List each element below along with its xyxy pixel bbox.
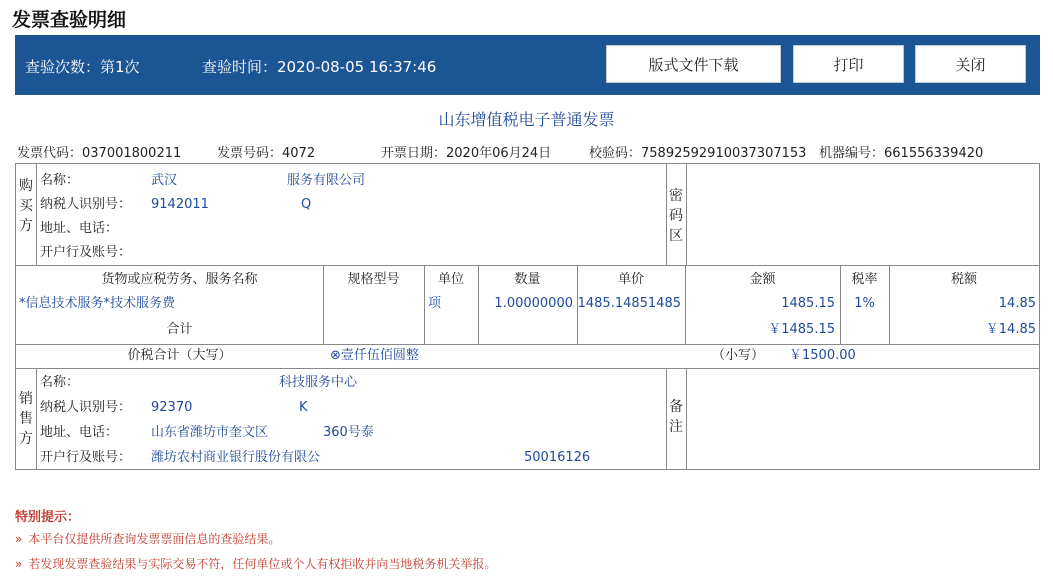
item-amount: 1485.15 — [781, 296, 835, 311]
seller-bank-account-label: 开户行及账号： — [40, 450, 132, 465]
check-time: 查验时间：2020-08-05 16:37:46 — [202, 58, 437, 76]
password-area-label: 密码区 — [669, 188, 683, 244]
subtotal-amount: ￥1485.15 — [768, 322, 835, 337]
invoice-date: 开票日期：2020年06月24日 — [381, 146, 552, 161]
col-header-spec: 规格型号 — [347, 272, 400, 287]
buyer-bank-account-label: 开户行及账号： — [40, 245, 132, 260]
notice-title: 特别提示： — [15, 510, 81, 525]
seller-address-phone-label: 地址、电话： — [40, 425, 119, 440]
seller-bank-account: 潍坊农村商业银行股份有限公 — [151, 450, 321, 465]
machine-number: 机器编号：661556339420 — [819, 146, 984, 161]
col-header-rate: 税率 — [851, 272, 878, 287]
check-code: 校验码：75892592910037307153 — [589, 146, 807, 161]
total-uppercase-value: ⊗壹仟伍佰圆整 — [330, 348, 419, 363]
buyer-name-tail: 服务有限公司 — [287, 173, 366, 188]
total-uppercase-label: 价税合计（大写） — [127, 348, 232, 363]
invoice-grid — [15, 163, 1040, 470]
close-button[interactable]: 关闭 — [915, 45, 1026, 83]
seller-address-phone-tail: 360号泰 — [323, 425, 374, 440]
invoice-code: 发票代码：037001800211 — [17, 146, 182, 161]
seller-name: 科技服务中心 — [279, 375, 358, 390]
double-chevron-icon: » — [15, 557, 23, 571]
buyer-tax-id: 9142011 — [151, 197, 209, 212]
item-rate: 1% — [854, 296, 875, 311]
item-qty: 1.00000000 — [494, 296, 573, 311]
seller-tax-id: 92370 — [151, 400, 193, 415]
item-price: 1485.14851485 — [577, 296, 681, 311]
item-tax: 14.85 — [998, 296, 1036, 311]
col-header-name: 货物或应税劳务、服务名称 — [101, 272, 258, 287]
col-header-qty: 数量 — [514, 272, 541, 287]
buyer-tax-id-tail: Q — [301, 197, 312, 212]
buyer-tax-id-label: 纳税人识别号： — [40, 197, 132, 212]
subtotal-label: 合计 — [166, 322, 193, 337]
invoice-number: 发票号码：4072 — [217, 146, 316, 161]
seller-bank-account-tail: 50016126 — [524, 450, 591, 465]
check-count: 查验次数：第1次 — [25, 58, 140, 76]
notice-item: » 本平台仅提供所查询发票票面信息的查验结果。 — [15, 532, 281, 546]
buyer-name-label: 名称： — [40, 173, 80, 188]
invoice-title: 山东增值税电子普通发票 — [438, 110, 615, 129]
seller-address-phone: 山东省潍坊市奎文区 — [151, 425, 269, 440]
subtotal-tax: ￥14.85 — [985, 322, 1036, 337]
seller-name-label: 名称： — [40, 375, 80, 390]
notice-item: » 若发现发票查验结果与实际交易不符，任何单位或个人有权拒收并向当地税务机关举报。 — [15, 557, 497, 571]
col-header-amount: 金额 — [749, 272, 776, 287]
check-info-bar — [15, 35, 1040, 95]
seller-tax-id-tail: K — [299, 400, 308, 415]
item-unit: 项 — [428, 296, 442, 311]
item-name: *信息技术服务*技术服务费 — [19, 296, 176, 311]
total-lowercase-value: ￥1500.00 — [789, 348, 856, 363]
print-button[interactable]: 打印 — [793, 45, 904, 83]
buyer-name: 武汉 — [151, 173, 178, 188]
total-lowercase-label: （小写） — [712, 348, 765, 363]
download-layout-file-button[interactable]: 版式文件下载 — [606, 45, 781, 83]
buyer-address-phone-label: 地址、电话： — [40, 221, 119, 236]
double-chevron-icon: » — [15, 532, 23, 546]
seller-tax-id-label: 纳税人识别号： — [40, 400, 132, 415]
remarks-label: 备注 — [669, 399, 683, 435]
col-header-tax: 税额 — [950, 272, 977, 287]
page-title: 发票查验明细 — [12, 9, 127, 31]
seller-section-label: 销售方 — [19, 391, 33, 447]
buyer-section-label: 购买方 — [19, 178, 33, 234]
col-header-unit: 单位 — [437, 272, 464, 287]
col-header-price: 单价 — [617, 272, 644, 287]
